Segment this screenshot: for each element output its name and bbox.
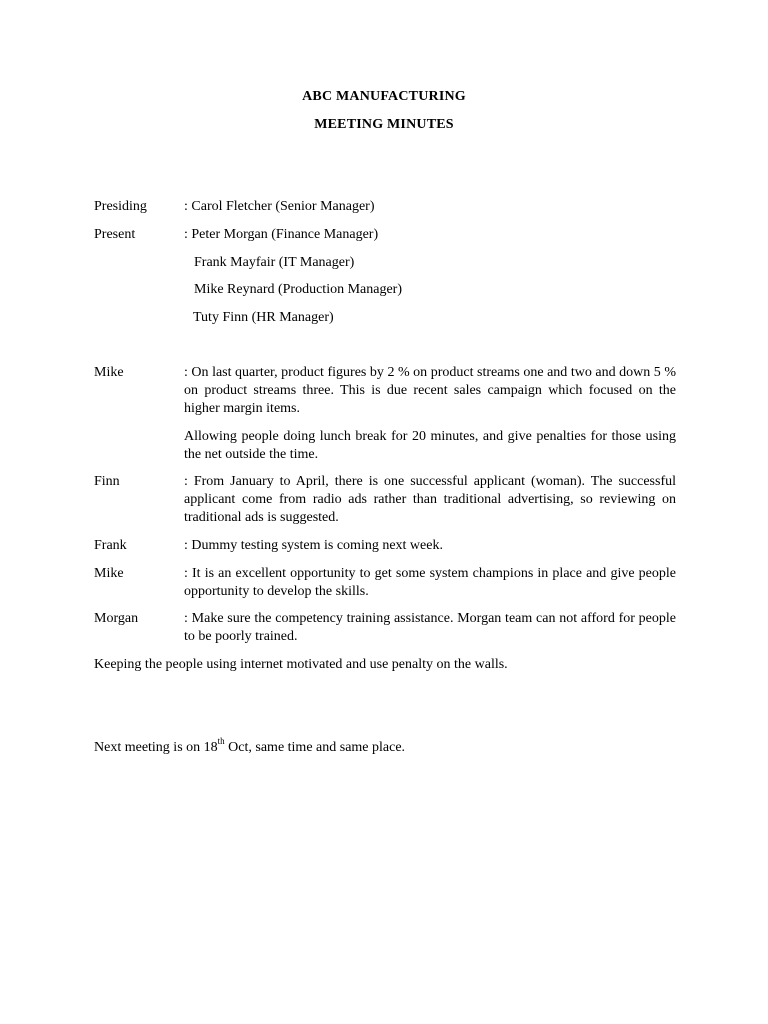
next-meeting-note <box>94 736 694 757</box>
present-attendee: Tuty Finn (HR Manager) <box>193 310 334 325</box>
minute-text: : From January to April, there is one successful applicant (woman). The successful applicant come from radio ads rather than traditional advertising, so reviewing on traditional ads is suggested. <box>184 474 676 525</box>
speaker-name: Mike <box>94 365 124 380</box>
speaker-name: Frank <box>94 538 127 553</box>
present-attendee: Mike Reynard (Production Manager) <box>194 282 402 297</box>
closing-note: Keeping the people using internet motivated and use penalty on the walls. <box>94 657 508 672</box>
next-meeting-ordinal: th <box>217 736 225 747</box>
minute-text: : Dummy testing system is coming next week. <box>184 538 443 553</box>
minute-text: Allowing people doing lunch break for 20 minutes, and give penalties for those using the net outside the time. <box>184 429 676 462</box>
minute-text: : On last quarter, product figures by 2 % on product streams one and two and down 5 % on product streams three. This is due recent sales campaign which focused on the higher margin items. <box>184 365 676 416</box>
present-attendee: Frank Mayfair (IT Manager) <box>194 255 355 270</box>
company-name: ABC MANUFACTURING <box>302 89 466 104</box>
speaker-name: Morgan <box>94 611 139 626</box>
speaker-name: Finn <box>94 474 120 489</box>
present-label: Present <box>94 227 136 242</box>
presiding-label: Presiding <box>94 199 147 214</box>
minute-text: : It is an excellent opportunity to get some system champions in place and give people opportunity to develop the skills. <box>184 566 676 599</box>
minute-text: : Make sure the competency training assistance. Morgan team can not afford for people to be poorly trained. <box>184 611 676 644</box>
document-title: MEETING MINUTES <box>314 117 454 132</box>
present-attendee: : Peter Morgan (Finance Manager) <box>184 227 379 242</box>
next-meeting-prefix: Next meeting is on 18 <box>94 740 218 755</box>
speaker-name: Mike <box>94 566 124 581</box>
presiding-value: : Carol Fletcher (Senior Manager) <box>184 199 375 214</box>
next-meeting-suffix: Oct, same time and same place. <box>224 740 406 755</box>
